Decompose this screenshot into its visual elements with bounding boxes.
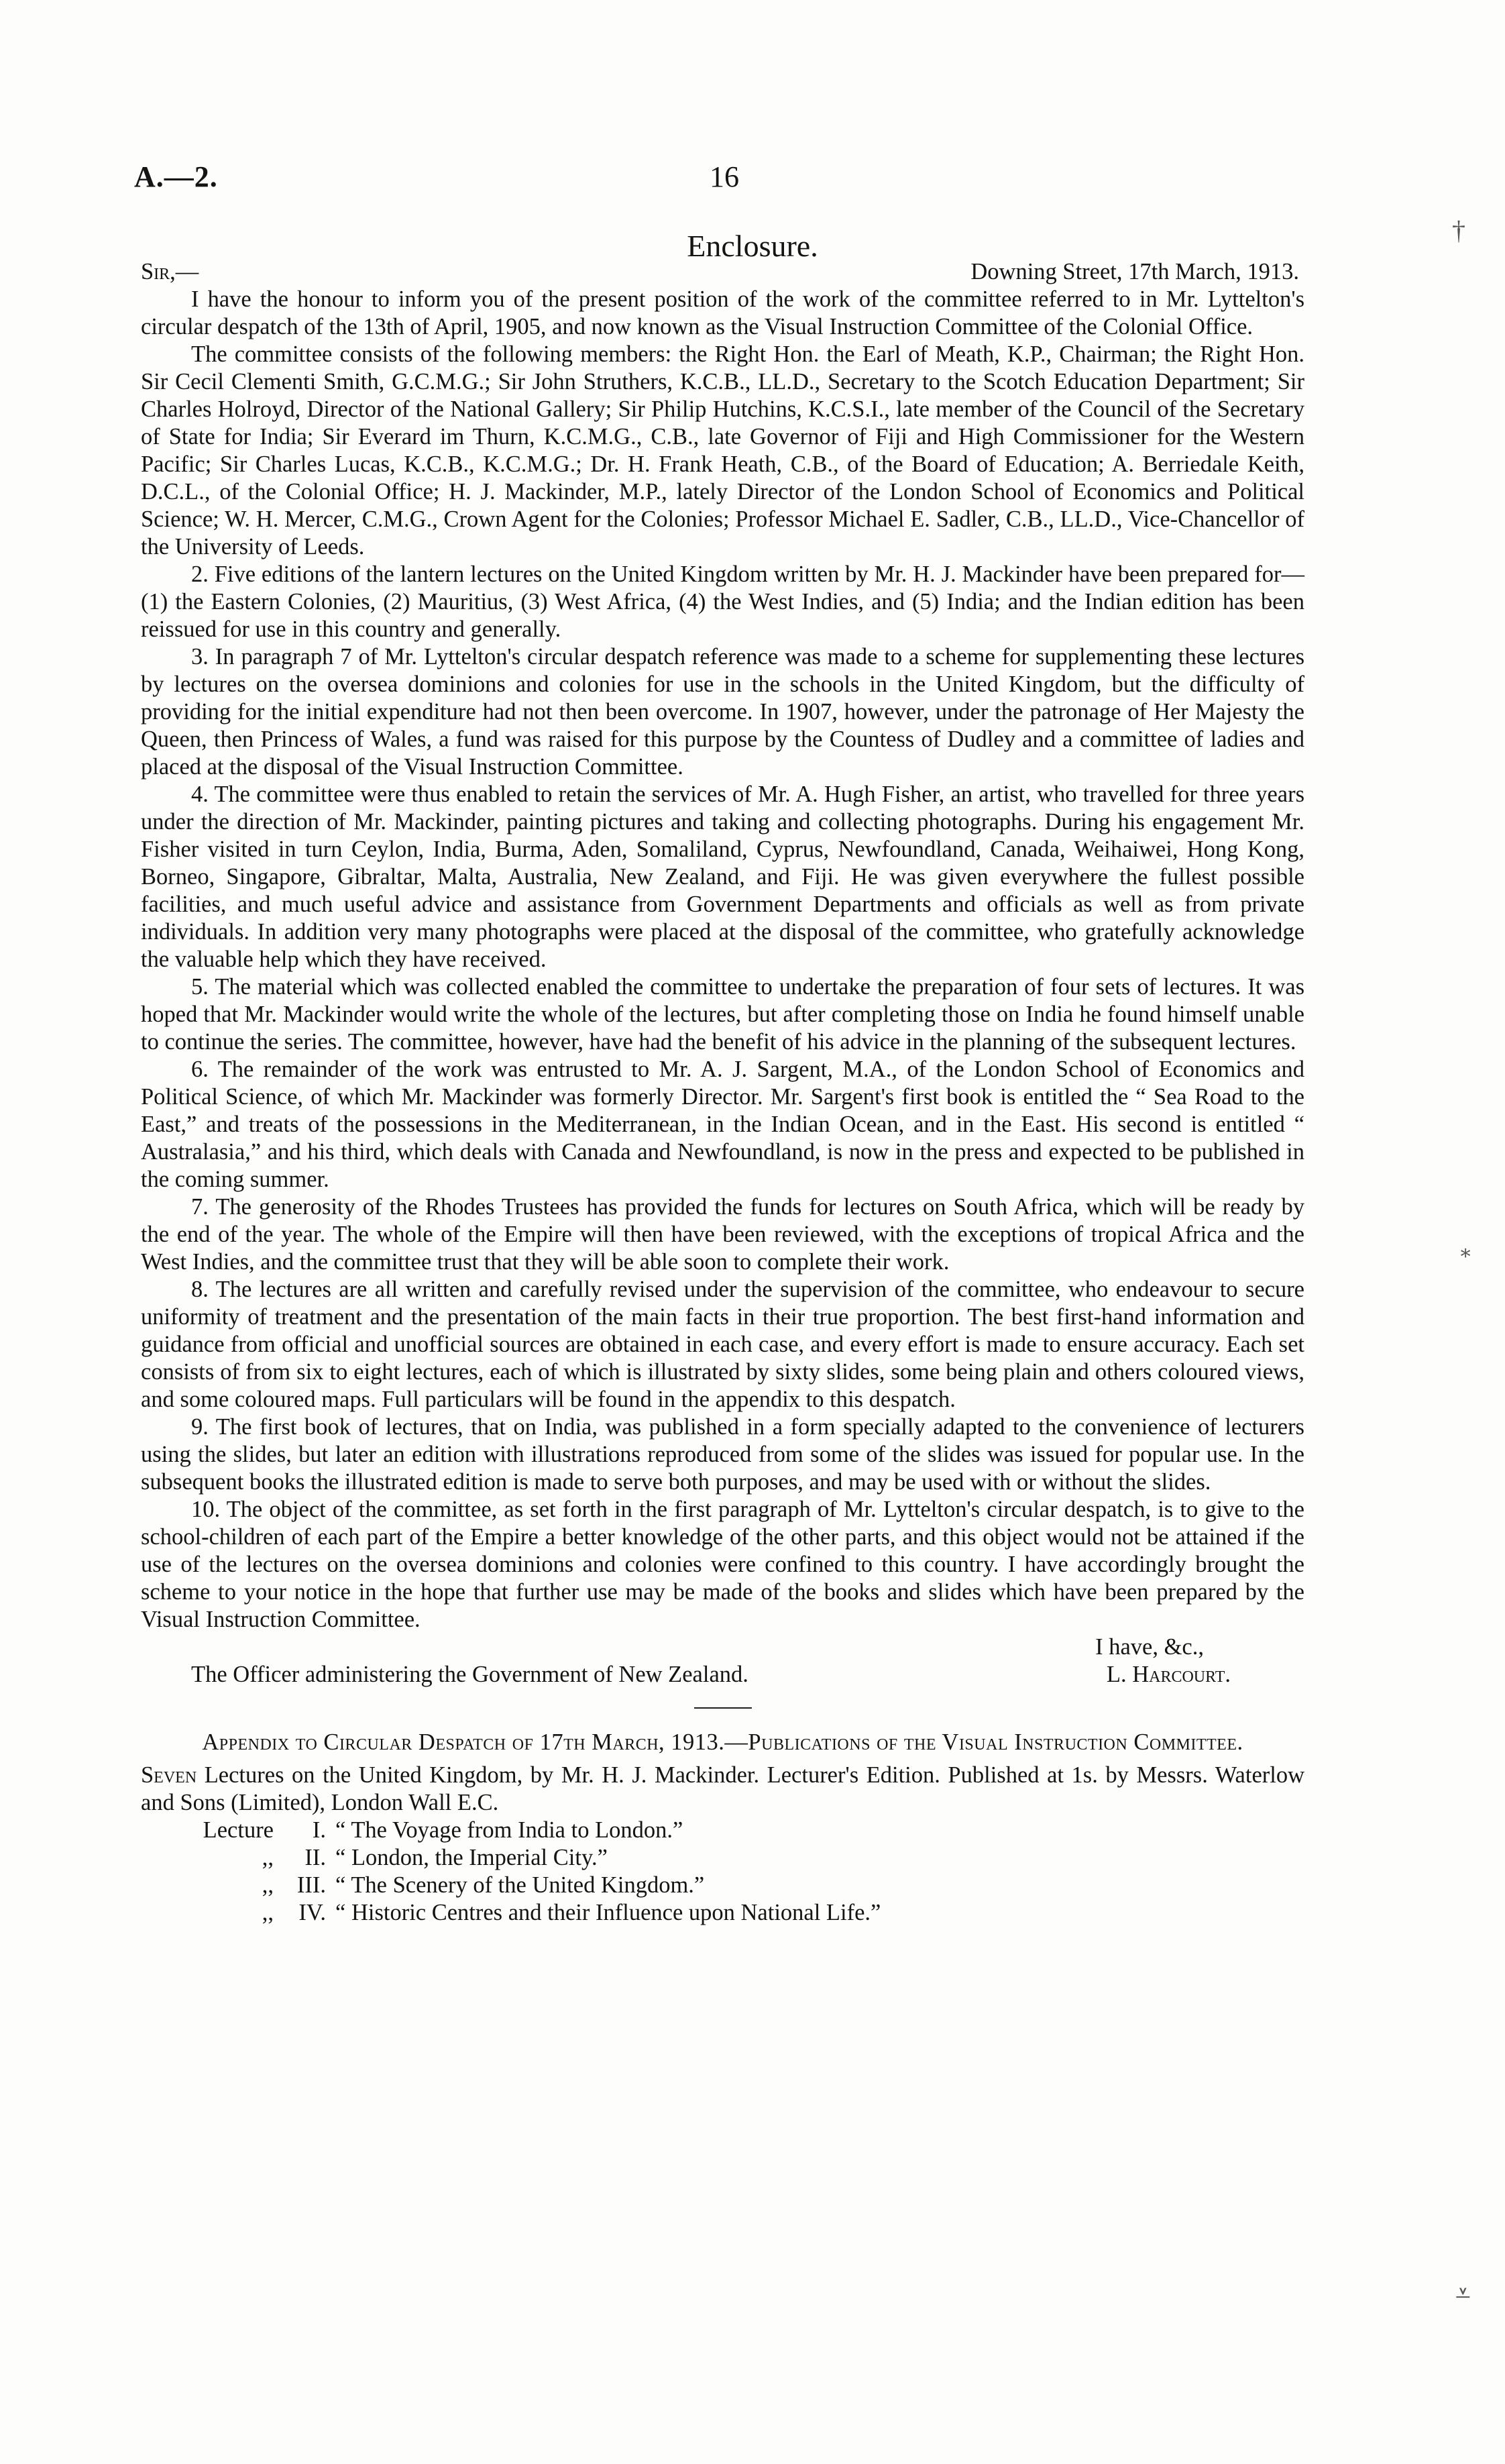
paragraph-10: 10. The object of the committee, as set forth in the first paragraph of Mr. Lyttelton's circular despatch, is to give to the school-children of each part of the Empire a better knowledge of the other parts, and this object would not be attained if the use of the lectures on the oversea dominions and colonies were confined to this country. I have accordingly brought the scheme to your notice in the hope that further use may be made of the books and slides which have been prepared by the Visual Instruction Committee. xyxy=(141,1497,1304,1632)
addressee-row xyxy=(141,1661,1304,1689)
margin-mark: ∗ xyxy=(1459,1242,1473,1264)
page-number: 16 xyxy=(710,160,739,193)
lecture-prefix: Lecture xyxy=(203,1817,274,1843)
lecture-title: “ Historic Centres and their Influence upon National Life.” xyxy=(335,1900,881,1925)
lecture-title: “ London, the Imperial City.” xyxy=(335,1845,608,1870)
paragraph-6: 6. The remainder of the work was entrusted to Mr. A. J. Sargent, M.A., of the London School of Economics and Political Science, of which Mr. Mackinder was formerly Director. Mr. Sargent's first book is entitled the “ Sea Road to the East,” and treats of the possessions in the Mediterranean, in the Indian Ocean, and in the East. His second is entitled “ Australasia,” and his third, which deals with Canada and Newfoundland, is now in the press and expected to be published in the coming summer. xyxy=(141,1057,1304,1192)
lecture-row xyxy=(141,1899,1304,1927)
lecture-numeral: III. xyxy=(296,1872,326,1898)
letter-body xyxy=(141,258,1304,1927)
paragraph-members: The committee consists of the following members: the Right Hon. the Earl of Meath, K.P., Chairman; the Right Hon. Sir Cecil Clementi Smith, G.C.M.G.; Sir John Struthers, K.C.B., LL.D., Secretary to the Scotch Education Department; Sir Charles Holroyd, Director of the National Gallery; Sir Philip Hutchins, K.C.S.I., late member of the Council of the Secretary of State for India; Sir Everard im Thurn, K.C.M.G., C.B., late Governor of Fiji and High Commissioner for the Western Pacific; Sir Charles Lucas, K.C.B., K.C.M.G.; Dr. H. Frank Heath, C.B., of the Board of Education; A. Berriedale Keith, D.C.L., of the Colonial Office; H. J. Mackinder, M.P., lately Director of the London School of Economics and Political Science; W. H. Mercer, C.M.G., Crown Agent for the Colonies; Professor Michael E. Sadler, C.B., LL.D., Vice-Chancellor of the University of Leeds. xyxy=(141,341,1304,559)
appendix-item-lead: Seven xyxy=(141,1762,197,1788)
lecture-prefix: ,, xyxy=(262,1872,274,1898)
appendix-item xyxy=(141,1762,1304,1817)
lecture-prefix: ,, xyxy=(262,1900,274,1925)
lecture-row xyxy=(141,1872,1304,1899)
paragraph-4: 4. The committee were thus enabled to retain the services of Mr. A. Hugh Fisher, an artist, who travelled for three years under the direction of Mr. Mackinder, painting pictures and taking and collecting photographs. During his engagement Mr. Fisher visited in turn Ceylon, India, Burma, Aden, Somaliland, Cyprus, Newfoundland, Canada, Weihaiwei, Hong Kong, Borneo, Singapore, Gibraltar, Malta, Australia, New Zealand, and Fiji. He was given everywhere the fullest possible facilities, and much useful advice and assistance from Government Departments and officials as well as from private individuals. In addition very many photographs were placed at the disposal of the committee, who gratefully acknowledge the valuable help which they have received. xyxy=(141,782,1304,972)
document-reference: A.—2. xyxy=(134,160,218,193)
margin-mark: † xyxy=(1452,215,1465,246)
appendix-heading: Appendix to Circular Despatch of 17th March, 1913.—Publications of the Visual Instruction Committee. xyxy=(202,1729,1243,1755)
paragraph-8: 8. The lectures are all written and carefully revised under the supervision of the committee, who endeavour to secure uniformity of treatment and the presentation of the main facts in their true proportion. The best first-hand information and guidance from official and unofficial sources are obtained in each case, and every effort is made to ensure accuracy. Each set consists of from six to eight lectures, each of which is illustrated by sixty slides, some being plain and others coloured views, and some coloured maps. Full particulars will be found in the appendix to this despatch. xyxy=(141,1277,1304,1412)
lecture-title: “ The Scenery of the United Kingdom.” xyxy=(335,1872,705,1898)
letter-date: Downing Street, 17th March, 1913. xyxy=(970,259,1299,284)
salutation: Sir,— xyxy=(141,259,199,284)
lecture-numeral: IV. xyxy=(298,1900,326,1925)
paragraph-5: 5. The material which was collected enabled the committee to undertake the preparation of four sets of lectures. It was hoped that Mr. Mackinder would write the whole of the lectures, but after completing those on India he found himself unable to continue the series. The committee, however, have had the benefit of his advice in the planning of the subsequent lectures. xyxy=(141,974,1304,1055)
letter-closing: I have, &c., xyxy=(1095,1634,1204,1660)
lecture-title: “ The Voyage from India to London.” xyxy=(335,1817,683,1843)
salutation-row xyxy=(141,258,1304,286)
paragraph-2: 2. Five editions of the lantern lectures on the United Kingdom written by Mr. H. J. Mackinder have been prepared for—(1) the Eastern Colonies, (2) Mauritius, (3) West Africa, (4) the West Indies, and (5) India; and the Indian edition has been reissued for use in this country and generally. xyxy=(141,561,1304,642)
lecture-prefix: ,, xyxy=(262,1845,274,1870)
appendix-item-text: Lectures on the United Kingdom, by Mr. H. J. Mackinder. Lecturer's Edition. Published at 1s. by Messrs. Waterlow and Sons (Limited), London Wall E.C. xyxy=(141,1762,1304,1815)
paragraph-intro: I have the honour to inform you of the present position of the work of the committee referred to in Mr. Lyttelton's circular despatch of the 13th of April, 1905, and now known as the Visual Instruction Committee of the Colonial Office. xyxy=(141,286,1304,339)
addressee: The Officer administering the Government of New Zealand. xyxy=(191,1662,748,1687)
lecture-row xyxy=(141,1844,1304,1872)
enclosure-title: Enclosure. xyxy=(687,229,818,263)
section-divider xyxy=(694,1707,752,1709)
lecture-numeral: I. xyxy=(312,1817,326,1843)
paragraph-7: 7. The generosity of the Rhodes Trustees has provided the funds for lectures on South Africa, which will be ready by the end of the year. The whole of the Empire will then have been reviewed, with the exceptions of tropical Africa and the West Indies, and the committee trust that they will be able soon to complete their work. xyxy=(141,1194,1304,1275)
lecture-row xyxy=(141,1817,1304,1844)
margin-mark: ⩡ xyxy=(1455,2278,1471,2308)
paragraph-3: 3. In paragraph 7 of Mr. Lyttelton's circular despatch reference was made to a scheme for supplementing these lectures by lectures on the oversea dominions and colonies for use in the schools in the United Kingdom, but the difficulty of providing for the initial expenditure had not then been overcome. In 1907, however, under the patronage of Her Majesty the Queen, then Princess of Wales, a fund was raised for this purpose by the Countess of Dudley and a committee of ladies and placed at the disposal of the Visual Instruction Committee. xyxy=(141,644,1304,780)
signature: L. Harcourt. xyxy=(1106,1662,1231,1687)
paragraph-9: 9. The first book of lectures, that on India, was published in a form specially adapted to the convenience of lecturers using the slides, but later an edition with illustrations reproduced from some of the slides was issued for popular use. In the subsequent books the illustrated edition is made to serve both purposes, and may be used with or without the slides. xyxy=(141,1414,1304,1495)
lecture-numeral: II. xyxy=(304,1845,326,1870)
